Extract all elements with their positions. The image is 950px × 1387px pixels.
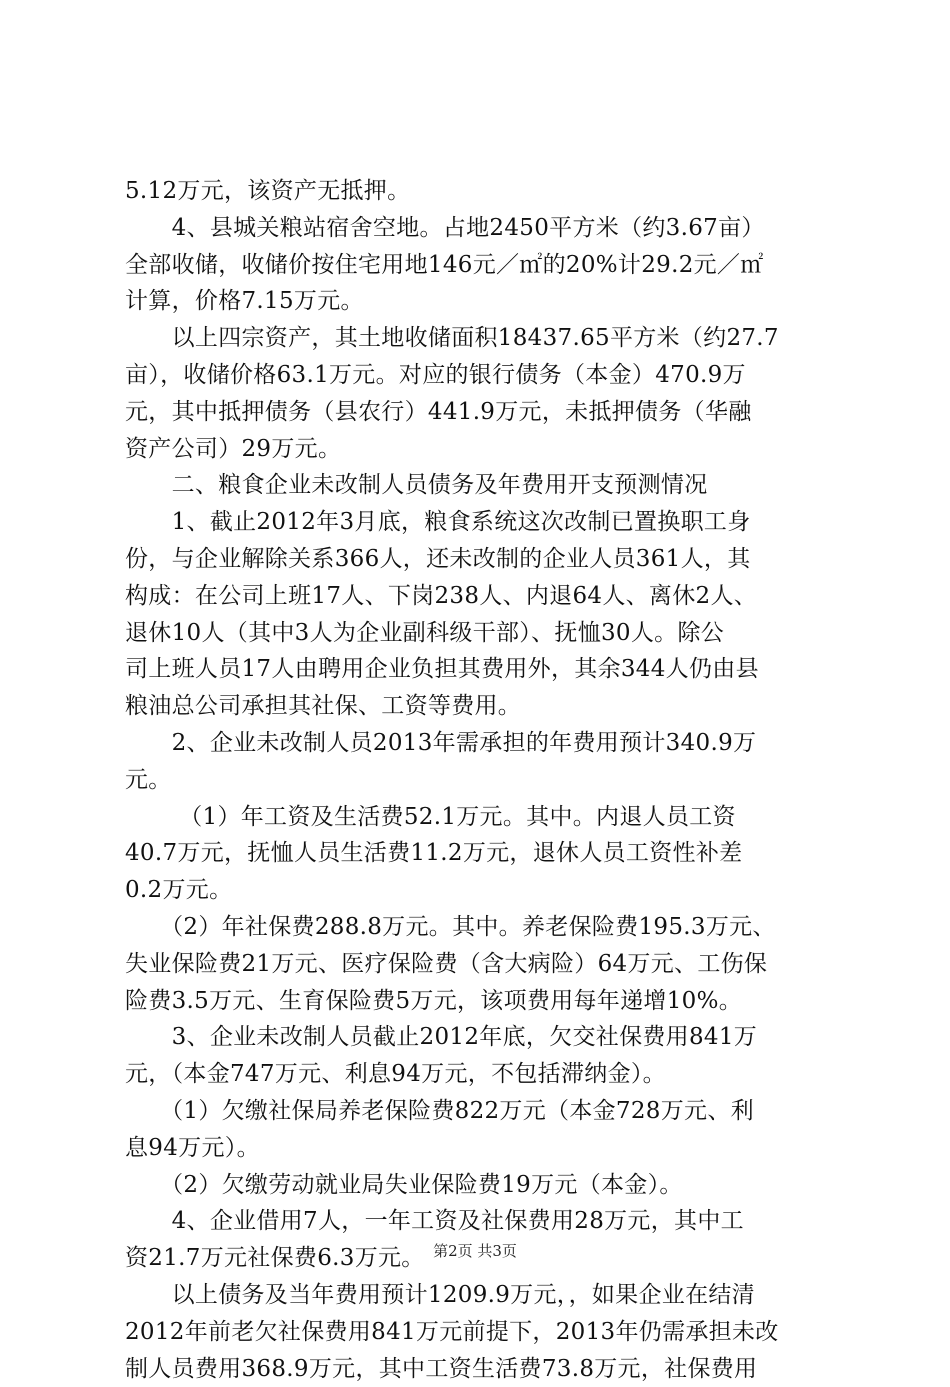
text-line: 退休10人（其中3人为企业副科级干部）、抚恤30人。除公	[125, 615, 845, 652]
text-line: 份，与企业解除关系366人，还未改制的企业人员361人，其	[125, 541, 845, 578]
text-line: 元，其中抵押债务（县农行）441.9万元，未抵押债务（华融	[125, 394, 845, 431]
text-line: （2）欠缴劳动就业局失业保险费19万元（本金）。	[125, 1167, 845, 1204]
text-line: 司上班人员17人由聘用企业负担其费用外，其余344人仍由县	[125, 651, 845, 688]
text-line: 资21.7万元社保费6.3万元。	[125, 1240, 845, 1277]
text-line: 2012年前老欠社保费用841万元前提下，2013年仍需承担未改	[125, 1314, 845, 1351]
text-line: 资产公司）29万元。	[125, 431, 845, 468]
text-line: 险费3.5万元、生育保险费5万元，该项费用每年递增10%。	[125, 983, 845, 1020]
text-line: 2、企业未改制人员2013年需承担的年费用预计340.9万	[125, 725, 845, 762]
text-line: 以上四宗资产，其土地收储面积18437.65平方米（约27.7	[125, 320, 845, 357]
page-footer: 第2页 共3页	[0, 1241, 950, 1261]
text-line: （1）年工资及生活费52.1万元。其中。内退人员工资	[125, 799, 845, 836]
text-line: 以上债务及当年费用预计1209.9万元，，如果企业在结清	[125, 1277, 845, 1314]
document-body	[125, 173, 845, 1387]
text-line: 4、县城关粮站宿舍空地。占地2450平方米（约3.67亩）	[125, 210, 845, 247]
text-line: （2）年社保费288.8万元。其中。养老保险费195.3万元、	[125, 909, 845, 946]
text-line: 计算，价格7.15万元。	[125, 283, 845, 320]
text-line: 元，（本金747万元、利息94万元，不包括滞纳金）。	[125, 1056, 845, 1093]
text-line: 5.12万元，该资产无抵押。	[125, 173, 845, 210]
text-line: 息94万元）。	[125, 1130, 845, 1167]
text-line: 制人员费用368.9万元，其中工资生活费73.8万元，社保费用	[125, 1351, 845, 1387]
text-line: 40.7万元，抚恤人员生活费11.2万元，退休人员工资性补差	[125, 835, 845, 872]
text-line: 粮油总公司承担其社保、工资等费用。	[125, 688, 845, 725]
text-line: 全部收储，收储价按住宅用地146元／㎡的20%计29.2元／㎡	[125, 247, 845, 284]
text-line: 失业保险费21万元、医疗保险费（含大病险）64万元、工伤保	[125, 946, 845, 983]
text-line: （1）欠缴社保局养老保险费822万元（本金728万元、利	[125, 1093, 845, 1130]
text-line: 元。	[125, 762, 845, 799]
text-line: 构成：在公司上班17人、下岗238人、内退64人、离休2人、	[125, 578, 845, 615]
text-line: 4、企业借用7人，一年工资及社保费用28万元，其中工	[125, 1203, 845, 1240]
text-line: 亩），收储价格63.1万元。对应的银行债务（本金）470.9万	[125, 357, 845, 394]
text-line: 二、粮食企业未改制人员债务及年费用开支预测情况	[125, 467, 845, 504]
text-line: 0.2万元。	[125, 872, 845, 909]
text-line: 1、截止2012年3月底，粮食系统这次改制已置换职工身	[125, 504, 845, 541]
text-line: 3、企业未改制人员截止2012年底，欠交社保费用841万	[125, 1019, 845, 1056]
